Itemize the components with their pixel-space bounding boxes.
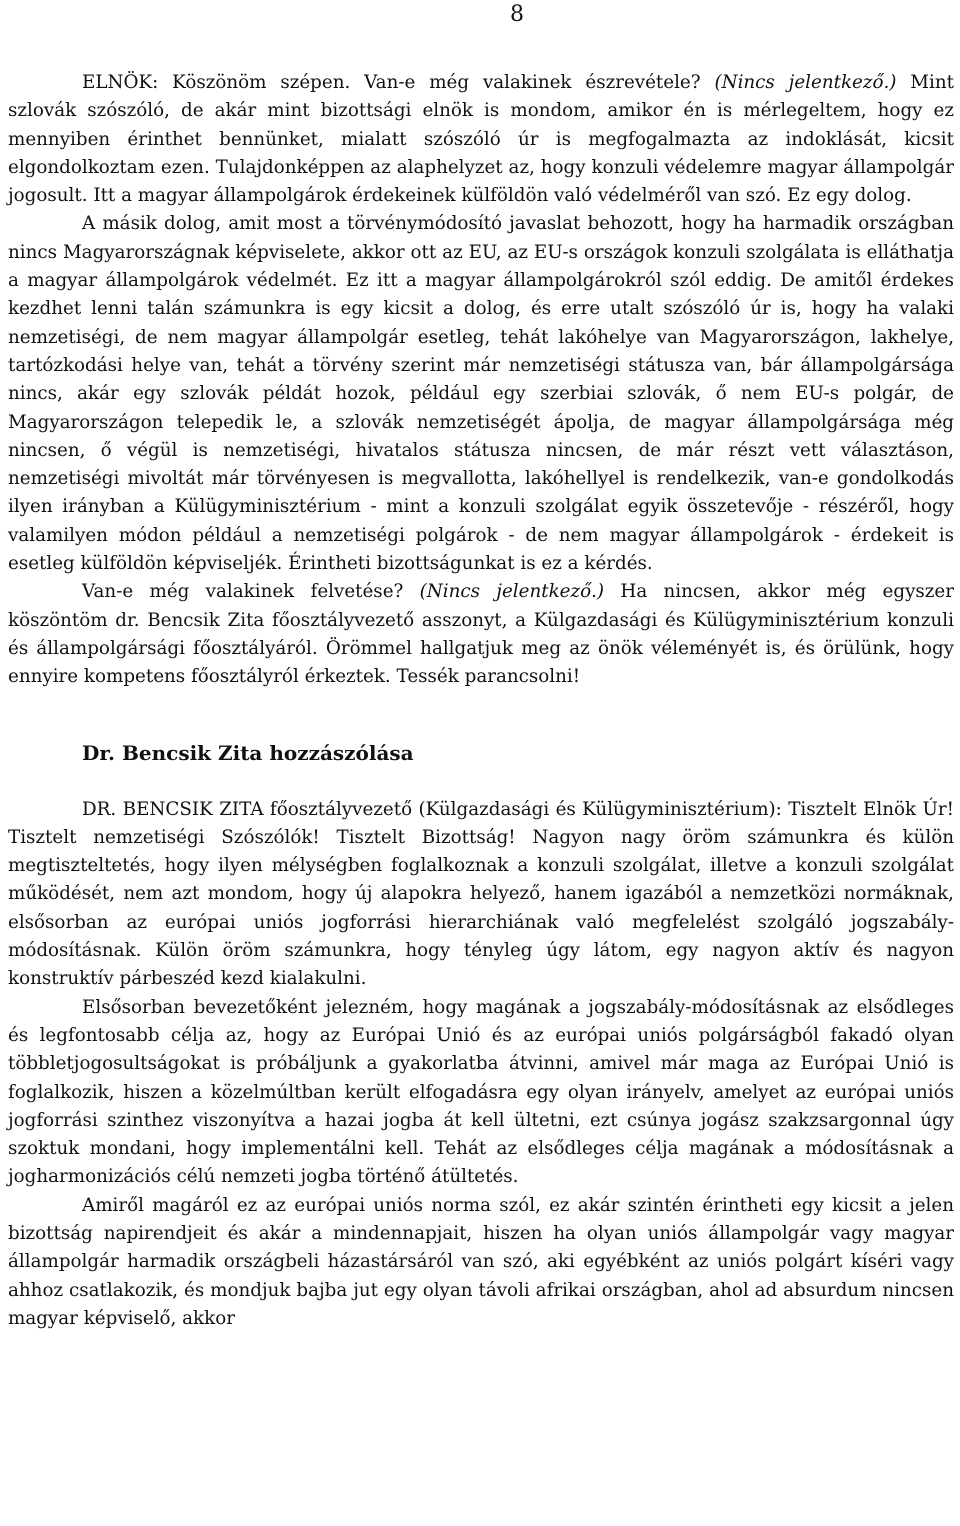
paragraph	[8, 578, 954, 691]
text-run: Ha nincsen, akkor még egyszer köszöntöm dr. Bencsik Zita főosztályvezető asszonyt, a Külgazdasági és Külügyminisztérium konzuli és állampolgársági főosztályáról. Örömmel hallgatjuk meg az önök véleményét is, és örülünk, hogy ennyire kompetens főosztályról érkeztek. Tessék parancsolni!	[8, 581, 954, 688]
page-number-text: 8	[510, 2, 524, 27]
document-body	[8, 69, 954, 1333]
paragraph	[8, 210, 954, 578]
paragraph	[8, 69, 954, 210]
paragraph	[8, 994, 954, 1192]
paragraphs-before-heading	[8, 69, 954, 692]
text-run: Amiről magáról ez az európai uniós norma szól, ez akár szintén érintheti egy kicsit a jelen bizottság napirendjeit és akár a mindennapjait, hiszen ha olyan uniós állampolgár vagy magyar állampolgár harmadik országbeli házastársáról van szó, aki egyébként az uniós polgárt kíséri vagy ahhoz csatlakozik, és mondjuk bajba jut egy olyan távoli afrikai országban, ahol ad absurdum nincsen magyar képviselő, akkor	[8, 1194, 954, 1329]
text-run: Elsősorban bevezetőként jelezném, hogy magának a jogszabály-módosításnak az elsődleges és legfontosabb célja az, hogy az Európai Unió és az európai uniós polgárságból fakadó olyan többletjogosultságokat is próbáljunk a gyakorlatba átvinni, amivel már maga az Európai Unió is foglalkozik, hiszen a közelmúltban került elfogadásra egy olyan irányelv, amelyet az európai uniós jogforrási szinthez viszonyítva a hazai jogba át kell ültetni, ezt csúnya jogász szakzsargonnal úgy szoktuk mondani, hogy implementálni kell. Tehát az elsődleges célja magának a módosításnak a jogharmonizációs célú nemzeti jogba történő átültetés.	[8, 996, 954, 1188]
italic-remark: (Nincs jelentkező.)	[419, 581, 605, 603]
page-number	[0, 2, 960, 28]
text-run: A másik dolog, amit most a törvénymódosító javaslat behozott, hogy ha harmadik országban nincs Magyarországnak képviselete, akkor ott az EU, az EU-s országok konzuli szolgálata is elláthatja a magyar állampolgárok védelmét. Ez itt a magyar állampolgárokról szól eddig. De amitől érdekes kezdhet lenni talán számunkra is egy kicsit a dolog, és erre utalt szószóló úr is, hogy ha valaki nemzetiségi, de nem magyar állampolgár esetleg, tehát lakóhelye van Magyarországon, lakhelye, tartózkodási helye van, tehát a törvény szerint már nemzetiségi státusza van, bár állampolgársága nincs, akár egy szlovák példát hozok, például egy szerbiai szlovák, ő nem EU-s polgár, de Magyarországon telepedik le, a szlovák nemzetiségét ápolja, de magyar állampolgársága még nincsen, ő végül is nemzetiségi, hivatalos státusza nincsen, de már részt vett választáson, nemzetiségi mivoltát már törvényesen is megvallotta, lakóhellyel is rendelkezik, van-e gondolkodás ilyen irányban a Külügyminisztérium - mint a konzuli szolgálat egyik összetevője - részéről, hogy valamilyen módon például a nemzetiségi polgárok - de nem magyar állampolgárok - érdekeit is esetleg külföldön képviseljék. Érintheti bizottságunkat is ez a kérdés.	[8, 213, 954, 575]
text-run: Mint szlovák szószóló, de akár mint bizottsági elnök is mondom, amikor én is mérlegeltem, hogy ez mennyiben érinthet bennünket, mialatt szószóló úr is megfogalmazta az indoklását, kicsit elgondolkoztam ezen. Tulajdonképpen az alaphelyzet az, hogy konzuli védelemre magyar állampolgár jogosult. Itt a magyar állampolgárok érdekeinek külföldön való védelméről van szó. Ez egy dolog.	[8, 72, 954, 207]
text-run: DR. BENCSIK ZITA főosztályvezető (Külgazdasági és Külügyminisztérium): Tisztelt Elnök Úr! Tisztelt nemzetiségi Szószólók! Tisztelt Bizottság! Nagyon nagy öröm számunkra és külön megtiszteltetés, hogy ilyen mélységben foglalkoznak a konzuli szolgálat, illetve a konzuli szolgálat működését, nem azt mondom, hogy új alapokra helyező, hanem igazából a nemzetközi normáknak, elsősorban az európai uniós jogforrási hierarchiának való megfelelést szolgáló jogszabály-módosításnak. Külön öröm számunkra, hogy tényleg úgy látom, egy nagyon aktív és nagyon konstruktív párbeszéd kezd kialakulni.	[8, 798, 954, 990]
text-run: Van-e még valakinek felvetése?	[82, 581, 420, 603]
paragraph	[8, 796, 954, 994]
text-run: ELNÖK: Köszönöm szépen. Van-e még valakinek észrevétele?	[82, 72, 715, 93]
section-heading: Dr. Bencsik Zita hozzászólása	[82, 740, 414, 765]
italic-remark: (Nincs jelentkező.)	[714, 72, 897, 93]
paragraph	[8, 1192, 954, 1333]
paragraphs-after-heading	[8, 796, 954, 1334]
